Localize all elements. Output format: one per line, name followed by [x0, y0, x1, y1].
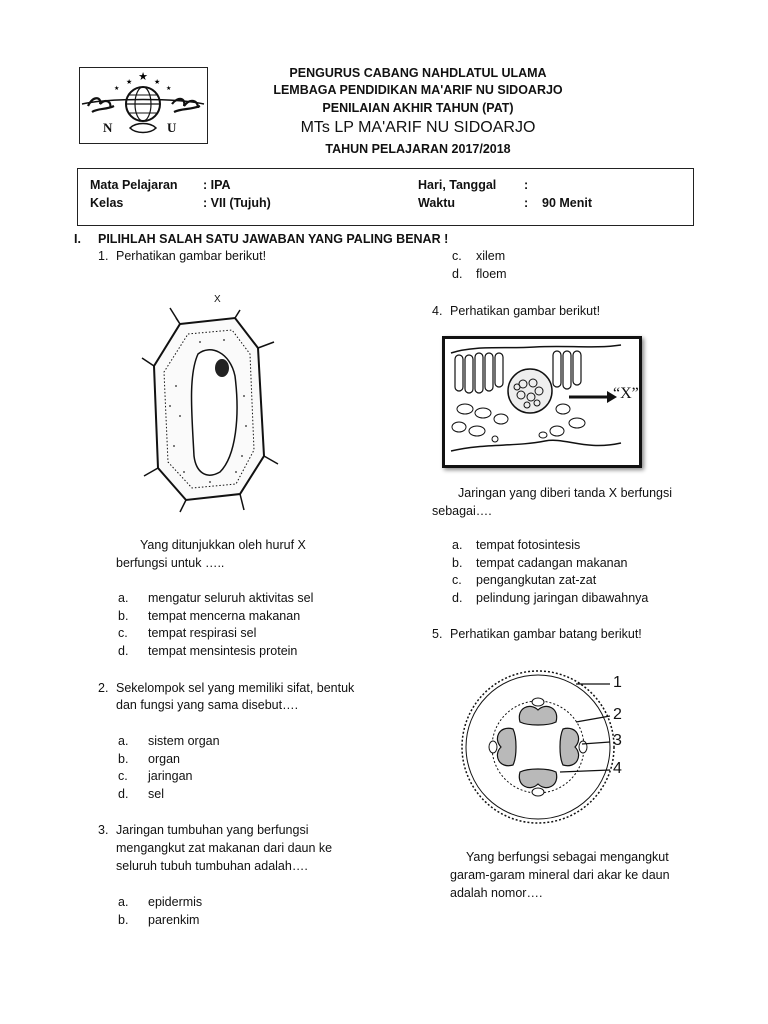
svg-text:★: ★: [154, 78, 161, 86]
q4-prompt: Perhatikan gambar berikut!: [450, 304, 601, 318]
q1-option-a[interactable]: a. mengatur seluruh aktivitas sel: [118, 591, 314, 605]
q1-number: 1.: [98, 249, 109, 263]
q3-options-ab: [118, 894, 202, 929]
q5-label-1: 1: [613, 674, 622, 691]
q5-label-2: 2: [613, 706, 622, 723]
q1-figure-label: X: [214, 294, 221, 305]
q2-option-b[interactable]: b. organ: [118, 751, 180, 766]
q2-line-2: dan fungsi yang sama disebut….: [116, 698, 299, 712]
q5-text-line-1: Yang berfungsi sebagai mengangkut: [466, 850, 669, 864]
header-line-1: PENGURUS CABANG NAHDLATUL ULAMA: [289, 66, 547, 80]
q3-options-cd: [452, 248, 507, 283]
svg-text:★: ★: [166, 85, 172, 92]
q3-line-2: mengangkut zat makanan dari daun ke: [116, 841, 333, 855]
section-number: I.: [74, 232, 81, 246]
q5-text-line-2: garam-garam mineral dari akar ke daun: [450, 868, 670, 882]
q3-line-1: Jaringan tumbuhan yang berfungsi: [116, 823, 309, 837]
q2-option-c[interactable]: c. jaringan: [118, 769, 193, 783]
q2-options: [118, 733, 220, 803]
q2-option-a[interactable]: a. sistem organ: [118, 734, 220, 748]
stem-cross-section-diagram-icon: [458, 662, 638, 832]
leaf-tissue-diagram-icon: [445, 339, 639, 465]
day-label: Hari, Tanggal: [418, 178, 497, 192]
q4-number: 4.: [432, 304, 443, 318]
q5-label-3: 3: [613, 732, 622, 749]
q5-stem-cross-section-figure: [458, 662, 638, 832]
time-colon: :: [524, 196, 529, 210]
school-year: TAHUN PELAJARAN 2017/2018: [325, 142, 511, 156]
q5-label-4: 4: [613, 760, 622, 777]
q4-option-c[interactable]: c. pengangkutan zat-zat: [452, 573, 597, 587]
logo: [79, 67, 208, 144]
q3-option-a[interactable]: a. epidermis: [118, 895, 203, 909]
svg-text:★: ★: [114, 85, 120, 92]
q1-option-c[interactable]: c. tempat respirasi sel: [118, 626, 257, 640]
q2-option-d[interactable]: d. sel: [118, 786, 164, 801]
svg-text:★: ★: [126, 78, 133, 86]
q1-prompt: Perhatikan gambar berikut!: [116, 249, 267, 263]
svg-text:★: ★: [138, 70, 148, 83]
logo-letter-u: U: [167, 120, 177, 135]
q4-text-line-1: Jaringan yang diberi tanda X berfungsi: [458, 486, 673, 500]
q3-line-3: seluruh tubuh tumbuhan adalah….: [116, 859, 308, 873]
q3-option-c[interactable]: c. xilem: [452, 249, 506, 263]
school-name: MTs LP MA'ARIF NU SIDOARJO: [300, 119, 536, 136]
q3-number: 3.: [98, 823, 109, 837]
q3-option-d[interactable]: d. floem: [452, 266, 507, 281]
q4-option-d[interactable]: d. pelindung jaringan dibawahnya: [452, 590, 649, 605]
class-label: Kelas: [90, 196, 124, 210]
q2-line-1: Sekelompok sel yang memiliki sifat, bentuk: [116, 681, 355, 695]
q2-number: 2.: [98, 681, 109, 695]
plant-cell-diagram-icon: [140, 296, 280, 516]
time-label: Waktu: [418, 196, 456, 210]
q1-plant-cell-figure: [140, 296, 280, 516]
q5-prompt: Perhatikan gambar batang berikut!: [450, 627, 642, 641]
q5-text-line-3: adalah nomor….: [450, 886, 543, 900]
class-value: : VII (Tujuh): [203, 196, 271, 210]
q4-leaf-cross-section-figure: [442, 336, 642, 468]
header-line-3: PENILAIAN AKHIR TAHUN (PAT): [322, 101, 514, 115]
nu-logo-icon: [80, 68, 206, 142]
q1-text-line-2: berfungsi untuk …..: [116, 556, 225, 570]
time-value: 90 Menit: [542, 196, 593, 210]
q4-figure-label: “X”: [613, 385, 639, 402]
subject-value: : IPA: [203, 178, 231, 192]
q4-option-a[interactable]: a. tempat fotosintesis: [452, 538, 581, 552]
day-value: :: [524, 178, 529, 192]
q5-number: 5.: [432, 627, 443, 641]
subject-label: Mata Pelajaran: [90, 178, 178, 192]
section-title: PILIHLAH SALAH SATU JAWABAN YANG PALING BENAR !: [98, 232, 449, 246]
q4-options: [452, 537, 648, 607]
q1-option-d[interactable]: d. tempat mensintesis protein: [118, 643, 298, 658]
q1-options: [118, 590, 313, 660]
exam-info-box: [77, 168, 694, 226]
q4-option-b[interactable]: b. tempat cadangan makanan: [452, 555, 628, 570]
q1-text-line-1: Yang ditunjukkan oleh huruf X: [140, 538, 306, 552]
q4-text-line-2: sebagai….: [432, 504, 492, 518]
header-line-2: LEMBAGA PENDIDIKAN MA'ARIF NU SIDOARJO: [273, 83, 563, 97]
q3-option-b[interactable]: b. parenkim: [118, 912, 200, 927]
logo-letter-n: N: [103, 120, 113, 135]
q1-option-b[interactable]: b. tempat mencerna makanan: [118, 608, 301, 623]
